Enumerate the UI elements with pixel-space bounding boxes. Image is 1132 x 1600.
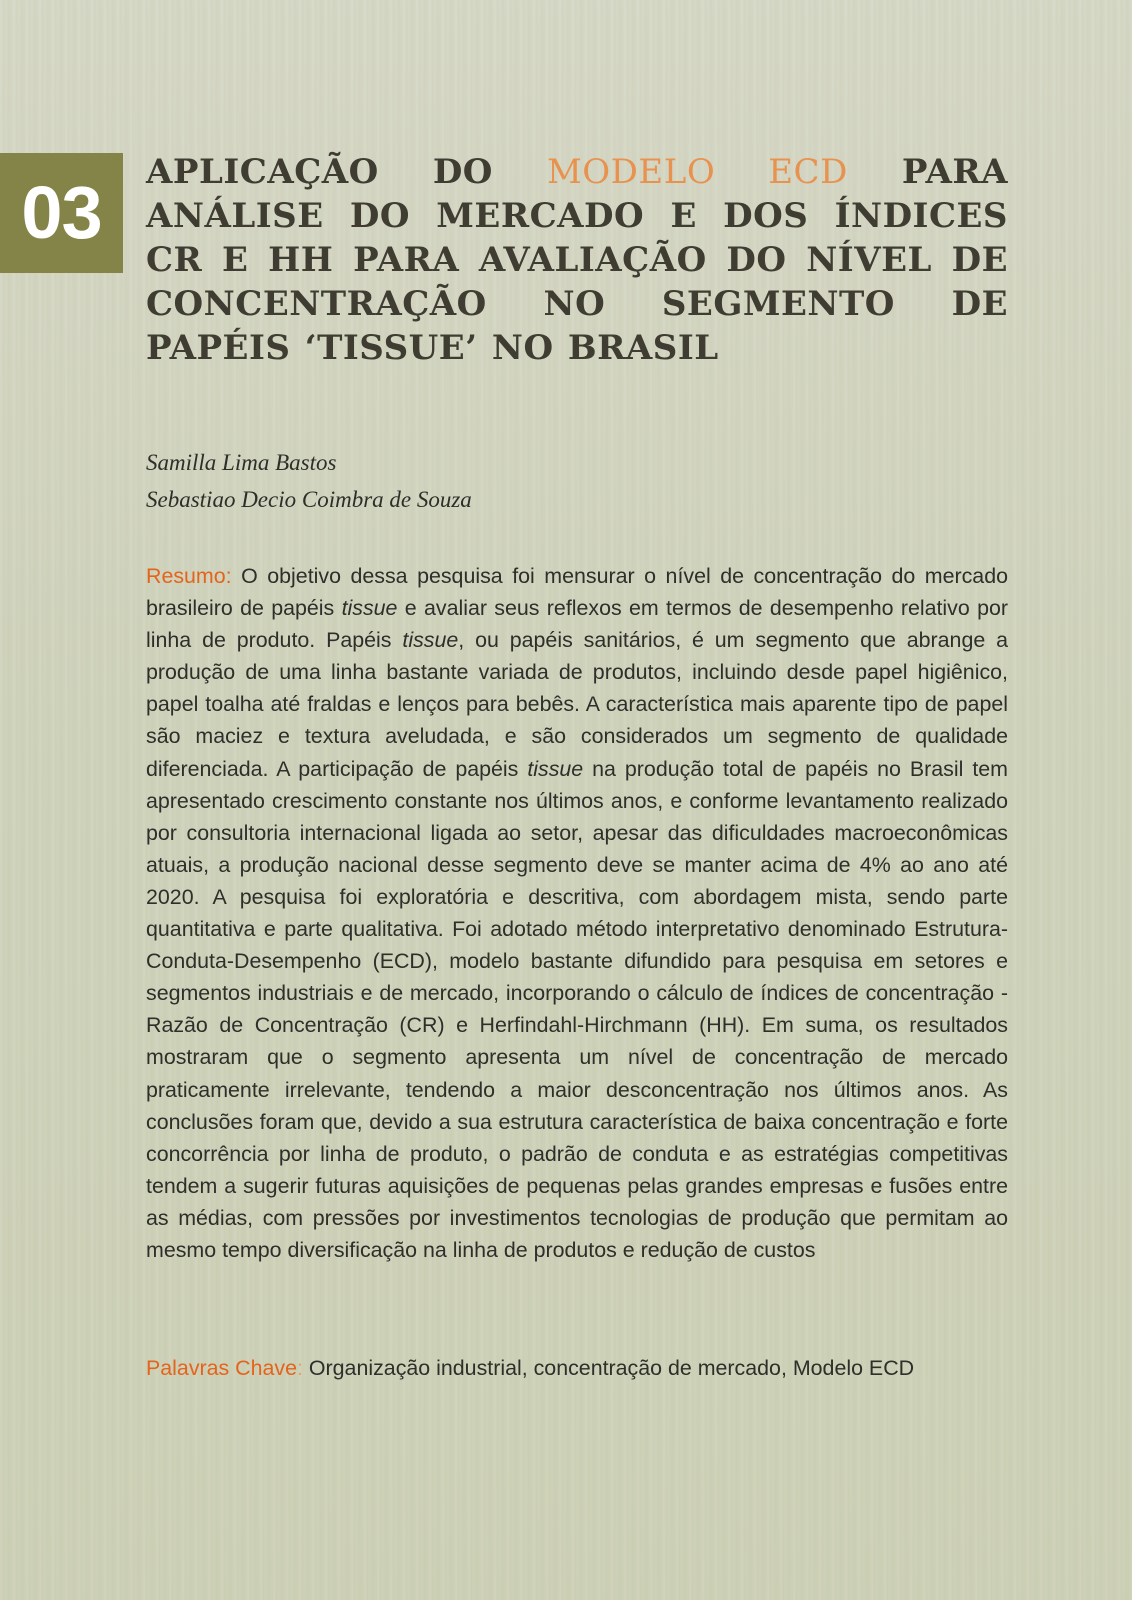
article-title bbox=[146, 150, 1008, 370]
title-accent: MODELO ECD bbox=[546, 152, 848, 192]
abstract-text-4: na produção total de papéis no Brasil tem apresentado crescimento constante nos últimos anos, e conforme levantamento realizado por consultoria internacional ligada ao setor, apesar das dificuldades macroeconômicas atuais, a produção nacional desse segmento deve se manter acima de 4% ao ano até 2020. A pesquisa foi exploratória e descritiva, com abordagem mista, sendo parte quantitativa e parte qualitativa. Foi adotado método interpretativo denominado Estrutura-Conduta-Desempenho (ECD), modelo bastante difundido para pesquisa em setores e segmentos industriais e de mercado, incorporando o cálculo de índices de concentração -Razão de Concentração (CR) e Herfindahl-Hirchmann (HH). Em suma, os resultados mostraram que o segmento apresenta um nível de concentração de mercado praticamente irrelevante, tendendo a maior desconcentração nos últimos anos. As conclusões foram que, devido a sua estrutura característica de baixa concentração e forte concorrência por linha de produto, o padrão de conduta e as estratégias competitivas tendem a sugerir futuras aquisições de pequenas pelas grandes empresas e fusões entre as médias, com pressões por investimentos tecnologias de produção que permitam ao mesmo tempo diversificação na linha de produtos e redução de custos bbox=[146, 756, 1008, 1262]
title-part-1: APLICAÇÃO DO bbox=[146, 152, 547, 192]
abstract-text-1: O objetivo dessa pesquisa foi mensurar o nível de concentração do mercado brasileiro de papéis bbox=[146, 564, 1008, 621]
author-name: Sebastiao Decio Coimbra de Souza bbox=[146, 487, 472, 512]
abstract-tissue-term: tissue bbox=[402, 628, 459, 653]
abstract-text-3: , ou papéis sanitários, é um segmento que abrange a produção de uma linha bastante variada de produtos, incluindo desde papel higiênico, papel toalha até fraldas e lenços para bebês. A característica mais aparente tipo de papel são maciez e textura aveludada, e são considerados um segmento de qualidade diferenciada. A participação de papéis bbox=[146, 628, 1009, 781]
keywords-text: Organização industrial, concentração de mercado, Modelo ECD bbox=[302, 1356, 915, 1380]
abstract-text-2: e avaliar seus reflexos em termos de desempenho relativo por linha de produto. Papéis bbox=[146, 596, 1009, 653]
chapter-number-badge: 03 bbox=[0, 153, 123, 273]
author-name: Samilla Lima Bastos bbox=[146, 450, 337, 475]
title-part-2: PARA ANÁLISE DO MERCADO E DOS ÍNDICES CR E HH PARA AVALIAÇÃO DO NÍVEL DE CONCENTRAÇÃO NO SEGMENTO DE PAPÉIS ‘TISSUE’ NO BRASIL bbox=[146, 152, 1008, 368]
keywords-colon: : bbox=[297, 1356, 303, 1380]
abstract-tissue-term: tissue bbox=[341, 596, 398, 621]
keywords-label: Palavras Chave bbox=[146, 1356, 297, 1380]
keywords-line bbox=[146, 1352, 1008, 1384]
authors-list bbox=[146, 444, 472, 518]
abstract-tissue-term: tissue bbox=[527, 756, 584, 781]
abstract-paragraph bbox=[146, 560, 1008, 1266]
abstract-label: Resumo: bbox=[146, 564, 232, 588]
